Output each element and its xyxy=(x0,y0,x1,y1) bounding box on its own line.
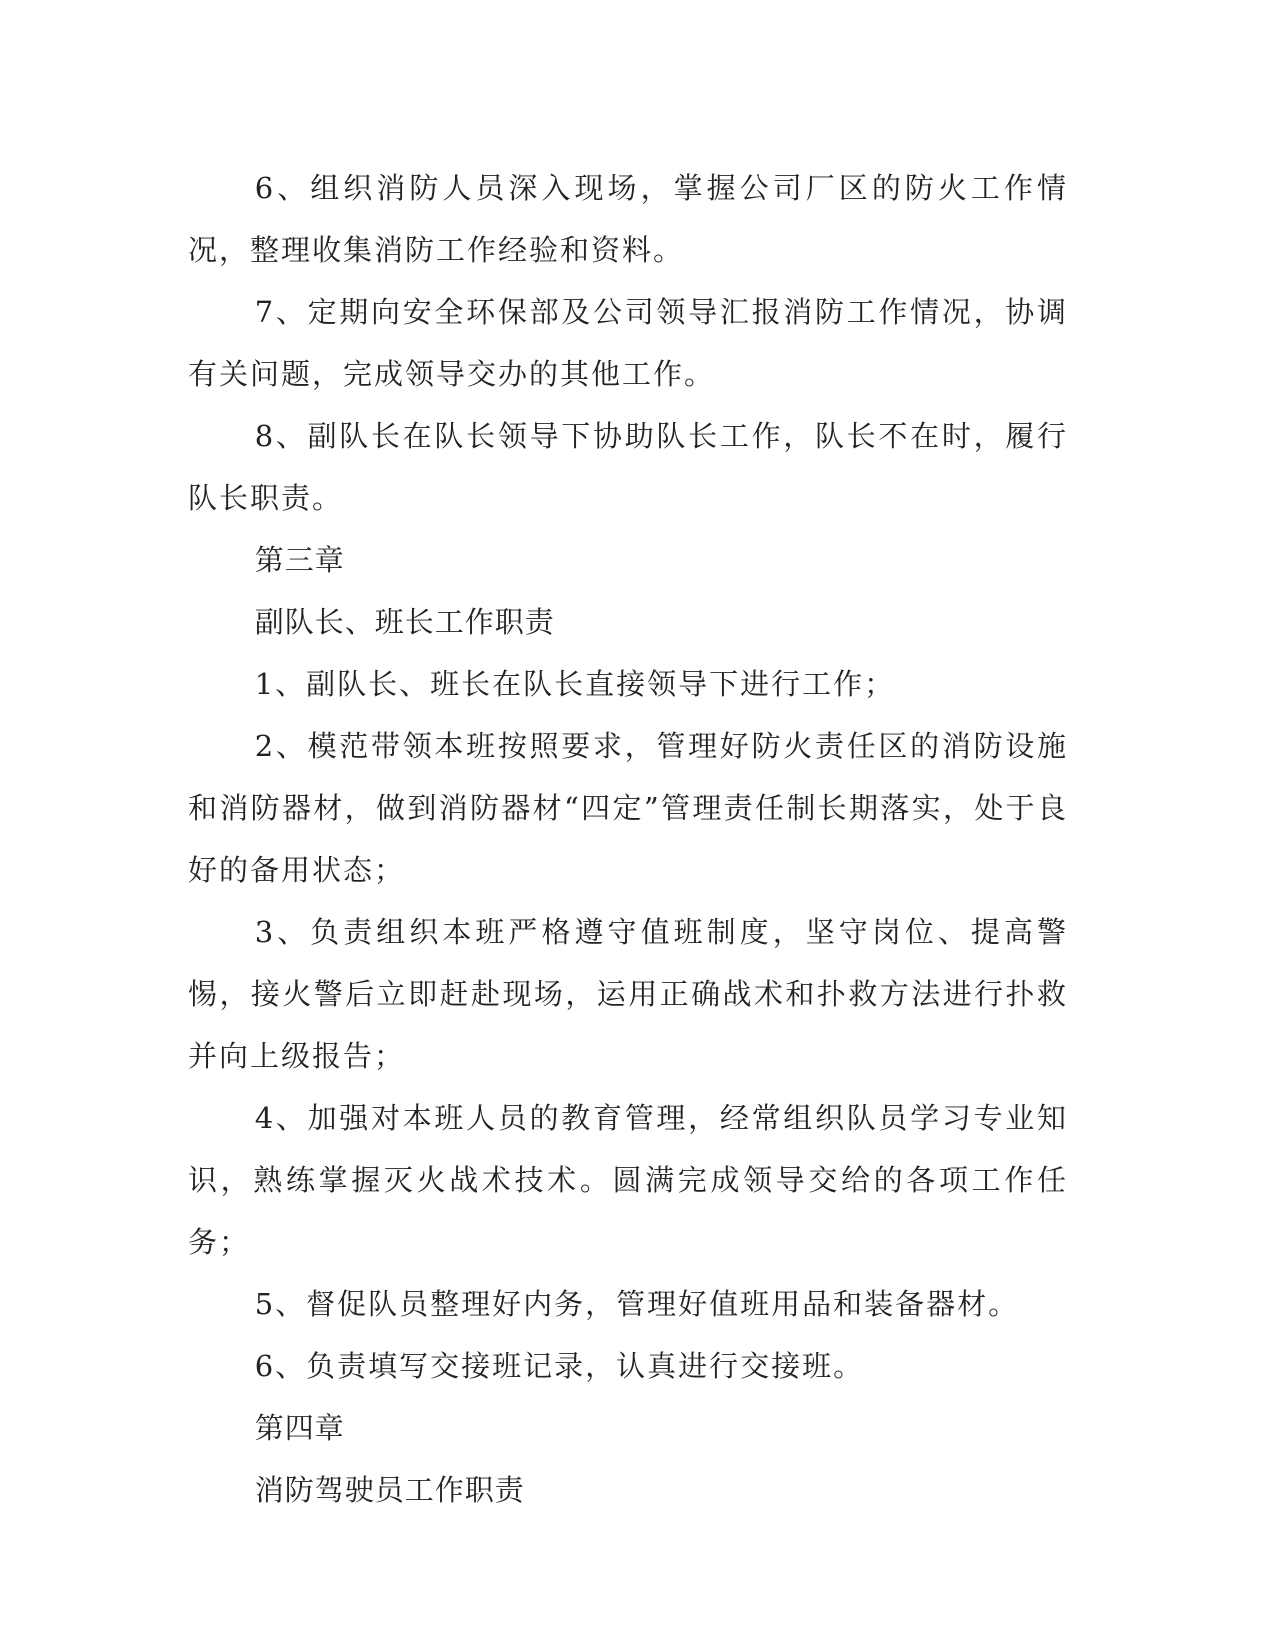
ch3-item-6: 6、负责填写交接班记录，认真进行交接班。 xyxy=(254,1349,865,1383)
paragraph-6-fire-personnel: 6、组织消防人员深入现场，掌握公司厂区的防火工作情况，整理收集消防工作经验和资料。 xyxy=(188,171,1068,267)
paragraph-7-report-to-leaders: 7、定期向安全环保部及公司领导汇报消防工作情况，协调有关问题，完成领导交办的其他工作。 xyxy=(188,295,1068,391)
ch3-item-4: 4、加强对本班人员的教育管理，经常组织队员学习专业知识，熟练掌握灭火战术技术。圆满完成领导交给的各项工作任务； xyxy=(188,1101,1068,1259)
ch3-item-3: 3、负责组织本班严格遵守值班制度，坚守岗位、提高警惕，接火警后立即赶赴现场，运用正确战术和扑救方法进行扑救并向上级报告； xyxy=(188,915,1068,1073)
chapter-4-heading: 第四章 xyxy=(254,1411,345,1445)
chapter-4-title: 消防驾驶员工作职责 xyxy=(254,1473,525,1507)
ch3-item-2: 2、模范带领本班按照要求，管理好防火责任区的消防设施和消防器材，做到消防器材“四定”管理责任制长期落实，处于良好的备用状态； xyxy=(188,729,1068,887)
paragraph-8-deputy-captain: 8、副队长在队长领导下协助队长工作，队长不在时，履行队长职责。 xyxy=(188,419,1068,515)
chapter-3-title: 副队长、班长工作职责 xyxy=(254,605,555,639)
chapter-3-heading: 第三章 xyxy=(254,543,345,577)
ch3-item-1: 1、副队长、班长在队长直接领导下进行工作； xyxy=(254,667,896,701)
document-body xyxy=(188,157,1068,1521)
ch3-item-5: 5、督促队员整理好内务，管理好值班用品和装备器材。 xyxy=(254,1287,1020,1321)
